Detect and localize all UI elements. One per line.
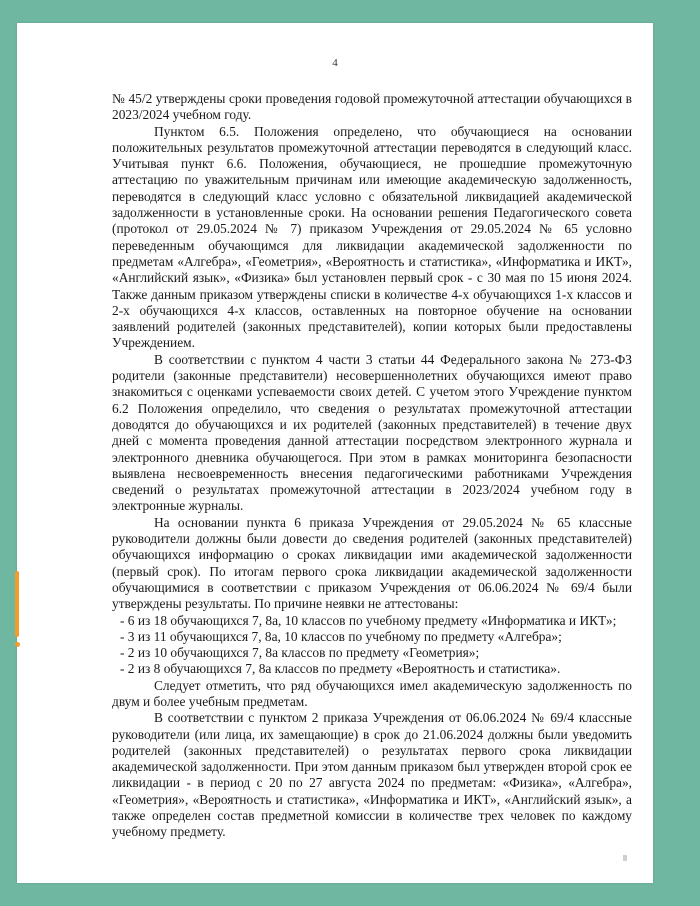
list-item: - 2 из 10 обучающихся 7, 8а классов по предмету «Геометрия»;: [120, 645, 480, 661]
document-page: [17, 23, 653, 883]
scan-mark: [623, 855, 627, 861]
paragraph-promotion: Пунктом 6.5. Положения определено, что обучающиеся на основании положительных результатов промежуточной аттестации переводятся в следующий класс. Учитывая пункт 6.6. Положения, обучающиеся, не прошедшие промежуточную аттестацию по уважительным причинам или имеющие академическую задолженность, переводятся в следующий класс условно с обязательной ликвидацией академической задолженности в установленные сроки. На основании решения Педагогического совета (протокол от 29.05.2024 № 7) приказом Учреждения от 29.05.2024 № 65 условно переведенным обучающимся для ликвидации академической задолженности по предметам «Алгебра», «Геометрия», «Вероятность и статистика», «Информатика и ИКТ», «Английский язык», «Физика» был установлен первый срок - с 30 мая по 15 июня 2024. Также данным приказом утверждены списки в количестве 4-х обучающихся 1-х классов и 2-х обучающихся 4-х классов, оставленных на повторное обучение на основании заявлений родителей (законных представителей), копии которых были предоставлены Учреждением.: [112, 123, 632, 351]
marker-bar: [15, 571, 19, 637]
list-item: - 3 из 11 обучающихся 7, 8а, 10 классов по учебному по предмету «Алгебра»;: [120, 628, 562, 644]
marker-dot: [15, 642, 20, 647]
paragraph-first-term: На основании пункта 6 приказа Учреждения от 29.05.2024 № 65 классные руководители должны были довести до сведения родителей (законных представителей) обучающихся информацию о сроках ликвидации ими академической задолженности (первый срок). По итогам первого срока ликвидации академической задолженности обучающимися в соответствии с приказом Учреждения от 06.06.2024 № 69/4 были утверждены результаты. По причине неявки не аттестованы:: [112, 514, 632, 612]
paragraph-parents-rights: В соответствии с пунктом 4 части 3 статьи 44 Федерального закона № 273-ФЗ родители (законные представители) несовершеннолетних обучающихся имеют право знакомиться с оценками успеваемости своих детей. С учетом этого Учреждение пунктом 6.2 Положения определило, что сведения о результатах промежуточной аттестации доводятся до обучающихся и их родителей (законных представителей) в течение двух дней с момента проведения данной аттестации посредством электронного журнала и электронного дневника обучающегося. При этом в рамках мониторинга безопасности выявлена несвоевременность внесения педагогическими работниками Учреждения сведений о результатах промежуточной аттестации в 2023/2024 учебном году в электронные журналы.: [112, 351, 632, 514]
exclamation-marker-icon: [14, 571, 20, 653]
document-body: [112, 91, 632, 841]
paragraph-second-term: В соответствии с пунктом 2 приказа Учреждения от 06.06.2024 № 69/4 классные руководители (или лица, их замещающие) в срок до 21.06.2024 должны были уведомить родителей (законных представителей) о результатах первого срока ликвидации академической задолженности. При этом данным приказом был утвержден второй срок ее ликвидации - в период с 20 по 27 августа 2024 по предметам: «Физика», «Алгебра», «Геометрия», «Вероятность и статистика», «Информатика и ИКТ», «Английский язык», а также определен состав предметной комиссии в количестве трех человек по каждому учебному предмету.: [112, 710, 632, 840]
page-number: 4: [332, 57, 338, 69]
list-item: - 6 из 18 обучающихся 7, 8а, 10 классов по учебному предмету «Информатика и ИКТ»;: [120, 612, 617, 628]
paragraph-continuation: № 45/2 утверждены сроки проведения годовой промежуточной аттестации обучающихся в 2023/2024 учебном году.: [112, 91, 632, 123]
list-item: - 2 из 8 обучающихся 7, 8а классов по предмету «Вероятность и статистика».: [120, 661, 561, 677]
paragraph-multiple-debts: Следует отметить, что ряд обучающихся имел академическую задолженность по двум и более учебным предметам.: [112, 677, 632, 709]
